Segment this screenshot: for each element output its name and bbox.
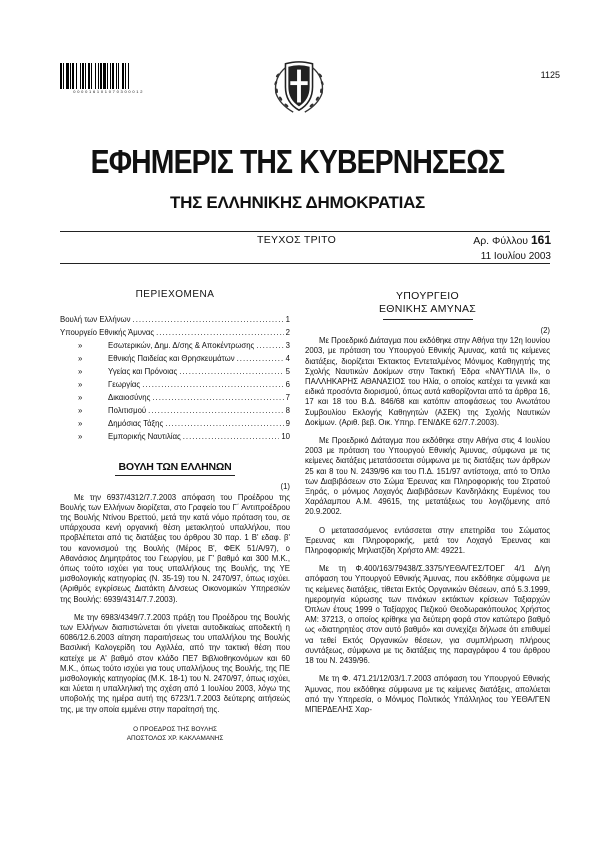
toc-leader-dots — [152, 393, 283, 403]
toc-leader-dots — [148, 406, 283, 416]
toc-item-page: 10 — [281, 432, 290, 441]
toc-leader-dots — [156, 328, 284, 338]
signature-role: Ο ΠΡΟΕΔΡΟΣ ΤΗΣ ΒΟΥΛΗΣ — [133, 725, 217, 733]
section-divider — [115, 475, 235, 476]
gazette-subtitle: ΤΗΣ ΕΛΛΗΝΙΚΗΣ ΔΗΜΟΚΡΑΤΙΑΣ — [170, 193, 425, 212]
toc-item-page: 6 — [285, 380, 290, 389]
toc-item — [60, 416, 290, 429]
entry-number: (1) — [280, 482, 290, 492]
right-column — [305, 290, 550, 723]
header-divider-bottom — [60, 263, 550, 264]
toc-leader-dots — [142, 380, 283, 390]
toc-item-page: 9 — [285, 419, 290, 428]
toc-item — [60, 429, 290, 442]
toc-item-ditto: » — [78, 380, 83, 389]
sheet-label: Αρ. Φύλλου — [473, 235, 529, 247]
toc-item-label: Δικαιοσύνης — [108, 393, 151, 402]
defense-paragraph-4: Με τη Φ.400/163/79438/Σ.3375/ΥΕΘΑ/ΓΕΣ/ΤΟΕΓ 4/1 Δ/γη απόφαση του Υπουργού Εθνικής Άμυνας, που εκδόθηκε σύμφωνα με τις κείμενες διατάξεις, τίθεται Εκτός Οργανικών Θέσεων, από 5.3.1999, ημερομηνία κύρωσης των πινάκων εκτάκτων κρίσεων Ταξιαρχών Όπλων έτους 1999 ο Ταξίαρχος Πεζικού Θεοδωρακόπουλος Χρήστος ΑΜ: 37213, ο οποίος κρίθηκε για δεύτερη φορά στον κατώτερο βαθμό ως «διατηρητέος στον αυτό βαθμό» και συνεχίζει δήλωσε ότι επιθυμεί να τεθεί Εκτός Οργανικών θέσεων, για συμπλήρωση πλήρους συντάξεως, σύμφωνα με τις διατάξεις της παραγράφου 4 του άρθρου 18 του Ν. 2439/96. — [305, 564, 550, 666]
toc-item-label: Εμπορικής Ναυτιλίας — [108, 432, 181, 441]
entry-number: (2) — [540, 326, 550, 335]
toc-item — [60, 364, 290, 377]
toc-item-label: Βουλή των Ελλήνων — [60, 315, 131, 324]
toc-item-page: 5 — [285, 367, 290, 376]
defense-paragraph-3: Ο μετατασσόμενος εντάσσεται στην επετηρίδα του Σώματος Έρευνας και Πληροφορικής, μετά τον Λοχαγό Έρευνας και Πληροφορικής Μηλιατζίδη Χρήστο ΑΜ: 49221. — [305, 525, 550, 556]
toc-leader-dots — [165, 419, 283, 429]
header-divider-top — [60, 231, 550, 232]
toc-item-label: Εσωτερικών, Δημ. Δ/σης & Αποκέντρωσης — [108, 341, 255, 350]
barcode — [60, 63, 156, 89]
issue-date: 11 Ιουλίου 2003 — [480, 251, 551, 262]
toc-item — [60, 312, 290, 325]
sheet-value: 161 — [530, 233, 551, 247]
ministry-heading — [305, 290, 550, 316]
toc-leader-dots — [133, 315, 284, 325]
sheet-number — [473, 233, 551, 247]
toc-item — [60, 377, 290, 390]
issue-label: ΤΕΥΧΟΣ ΤΡΙΤΟ — [257, 234, 337, 246]
toc-item-page: 7 — [285, 393, 290, 402]
toc-item-ditto: » — [78, 341, 83, 350]
ministry-heading-line-2: ΕΘΝΙΚΗΣ ΑΜΥΝΑΣ — [378, 303, 477, 315]
toc-item-label: Πολιτισμού — [108, 406, 147, 415]
signature-name: ΑΠΟΣΤΟΛΟΣ ΧΡ. ΚΑΚΛΑΜΑΝΗΣ — [126, 734, 224, 742]
section-heading-parliament: ΒΟΥΛΗ ΤΩΝ ΕΛΛΗΝΩΝ — [118, 461, 232, 474]
parliament-paragraph-2: Με την 6983/4349/7.7.2003 πράξη του Προέδρου της Βουλής των Ελλήνων διαπιστώνεται ότι γίνεται αυτοδικαίως αποδεκτή η 6086/12.6.2003 αίτηση παραιτήσεως του υπαλλήλου της Βουλής Βασιλική Καλογερίδη του Αχιλλέα, από την τακτική θέση που κατείχε με Α' βαθμό στον κλάδο ΠΕ7 Βιβλιοθηκονόμων και 60 Μ.Κ., όπως τούτο ισχύει για τους υπαλλήλους της Βουλής, της ΠΕ μισθολογικής κατηγορίας (Μ.Κ. 18-1) του Ν. 2470/97, όπως ισχύει, και λύεται η υπαλληλική της σχέση από 1 Ιουλίου 2003, λόγω της υποβολής της ημέρα αυτή της 6723/1.7.2003 δεύτερης αιτήσεώς της, με την οποία εμμένει στην παραίτησή της. — [60, 612, 290, 714]
toc-item-ditto: » — [78, 432, 83, 441]
defense-paragraph-2: Με Προεδρικό Διάταγμα που εκδόθηκε στην Αθήνα στις 4 Ιουλίου 2003 με πρόταση του Υπουργού Εθνικής Άμυνας, σύμφωνα με τις κείμενες διατάξεις μετατάσσεται σύμφωνα με τις διατάξεις των άρθρων 25 και 8 του Ν. 2439/96 και του Π.Δ. 151/97 αντίστοιχα, από το Όπλο των Διαβιβάσεων στο Σώμα Έρευνας και Πληροφορικής του Στρατού Ξηράς, ο μόνιμος Λοχαγός Διαβιβάσεων Κανδηλάκης Ευμένιος του Χαράλαμπου Α.Μ. 49615, της μετατάξεως του λογιζόμενης από 20.9.2002. — [305, 436, 550, 517]
defense-paragraph-5: Με τη Φ. 471.21/12/03/1.7.2003 απόφαση του Υπουργού Εθνικής Άμυνας, που εκδόθηκε σύμφωνα με τις κείμενες διατάξεις, απολύεται από την Υπηρεσία, ο Μόνιμος Πολιτικός Υπάλληλος του ΥΕΘΑ/ΓΕΝ ΜΠΕΡΔΕΛΗΣ Χαρ- — [305, 674, 550, 714]
page-number: 1125 — [540, 70, 560, 80]
toc-item-label: Υπουργείο Εθνικής Άμυνας — [60, 328, 155, 337]
toc-item-ditto: » — [78, 406, 83, 415]
toc-item-page: 8 — [285, 406, 290, 415]
left-column — [60, 290, 290, 743]
toc-leader-dots — [179, 367, 283, 377]
toc-item-label: Υγείας και Πρόνοιας — [108, 367, 178, 376]
gazette-title: ΕΦΗΜΕΡΙΣ ΤΗΣ ΚΥΒΕΡΝΗΣΕΩΣ — [90, 143, 505, 180]
toc-item — [60, 338, 290, 351]
toc-item-ditto: » — [78, 367, 83, 376]
toc-item-ditto: » — [78, 393, 83, 402]
toc-item — [60, 351, 290, 364]
section-divider — [383, 319, 473, 320]
table-of-contents — [60, 312, 290, 442]
toc-item-label: Εθνικής Παιδείας και Θρησκευμάτων — [108, 354, 235, 363]
toc-leader-dots — [256, 341, 283, 351]
toc-item — [60, 403, 290, 416]
toc-title: ΠΕΡΙΕΧΟΜΕΝΑ — [135, 289, 215, 300]
ministry-heading-line-1: ΥΠΟΥΡΓΕΙΟ — [396, 290, 459, 302]
toc-item-page: 1 — [285, 315, 290, 324]
toc-item-ditto: » — [78, 419, 83, 428]
toc-item-ditto: » — [78, 354, 83, 363]
toc-leader-dots — [183, 432, 280, 442]
parliament-paragraph-1: Με την 6937/4312/7.7.2003 απόφαση του Προέδρου της Βουλής των Ελλήνων διορίζεται, στο Γραφείο του Γ΄ Αντιπροέδρου της Βουλής Ντίνου Βρεττού, μετά την κατά νόμο πρόταση του, σε υπάρχουσα κενή οργανική θέση μετακλητού υπαλλήλου, που προβλέπεται από τις διατάξεις του άρθρου 30 παρ. 1 Β' εδαφ. β' του κανονισμού της Βουλής (Μέρος Β', ΦΕΚ 51/Α/97), ο Αθανάσιος Δημητράτος του Γεωργίου, με Γ' βαθμό και 300 Μ.Κ., όπως τούτο ισχύει για τους υπαλλήλους της Βουλής, της ΥΕ μισθολογικής κατηγορίας (Ν. 35-19) του Ν. 2470/97, όπως ισχύει. (Αριθμός εγκρίσεως Διατάκτη Δ/νσεως Οικονομικών Υπηρεσιών της Βουλής: 6939/4314/7.7.2003). — [60, 492, 290, 604]
toc-item-page: 2 — [285, 328, 290, 337]
greek-coat-of-arms-icon — [270, 58, 328, 116]
defense-paragraph-1: Με Προεδρικό Διάταγμα που εκδόθηκε στην Αθήνα την 12η Ιουνίου 2003, με πρόταση του Υπουργού Εθνικής Άμυνας, κατά τις κείμενες διατάξεις, διορίζεται Έκτακτος Εντεταλμένος Μόνιμος Καθηγητής της Σχολής Ναυτικών Δοκίμων στην Τακτική Έδρα «ΝΑΥΤΙΛΙΑ II», ο ΠΑΛΛΗΚΑΡΗΣ ΑΘΑΝΑΣΙΟΣ του Ηλία, ο οποίος κατέχει τα γενικά και ειδικά προσόντα διορισμού, όπως αυτά καθορίζονται από τα άρθρα 16, 17 και 18 του Β.Δ. 846/68 και κατόπιν αποφάσεως του Ανωτάτου Συμβουλίου Εκλογής Καθηγητών (ΑΣΕΚ) της Σχολής Ναυτικών Δοκίμων. (Αριθ. βεβ. Οικ. Υπηρ. ΓΕΝ/ΔΚΕ 62/7.7.2003). — [305, 336, 550, 427]
barcode-number: 0 0 0 0 1 6 1 0 1 0 7 0 3 0 0 0 1 2 — [73, 89, 143, 94]
toc-item-page: 4 — [285, 354, 290, 363]
toc-item-page: 3 — [285, 341, 290, 350]
toc-leader-dots — [237, 354, 284, 364]
toc-item-label: Γεωργίας — [108, 380, 141, 389]
toc-item-label: Δημόσιας Τάξης — [108, 419, 164, 428]
signature-block — [60, 725, 290, 743]
toc-item — [60, 325, 290, 338]
toc-item — [60, 390, 290, 403]
